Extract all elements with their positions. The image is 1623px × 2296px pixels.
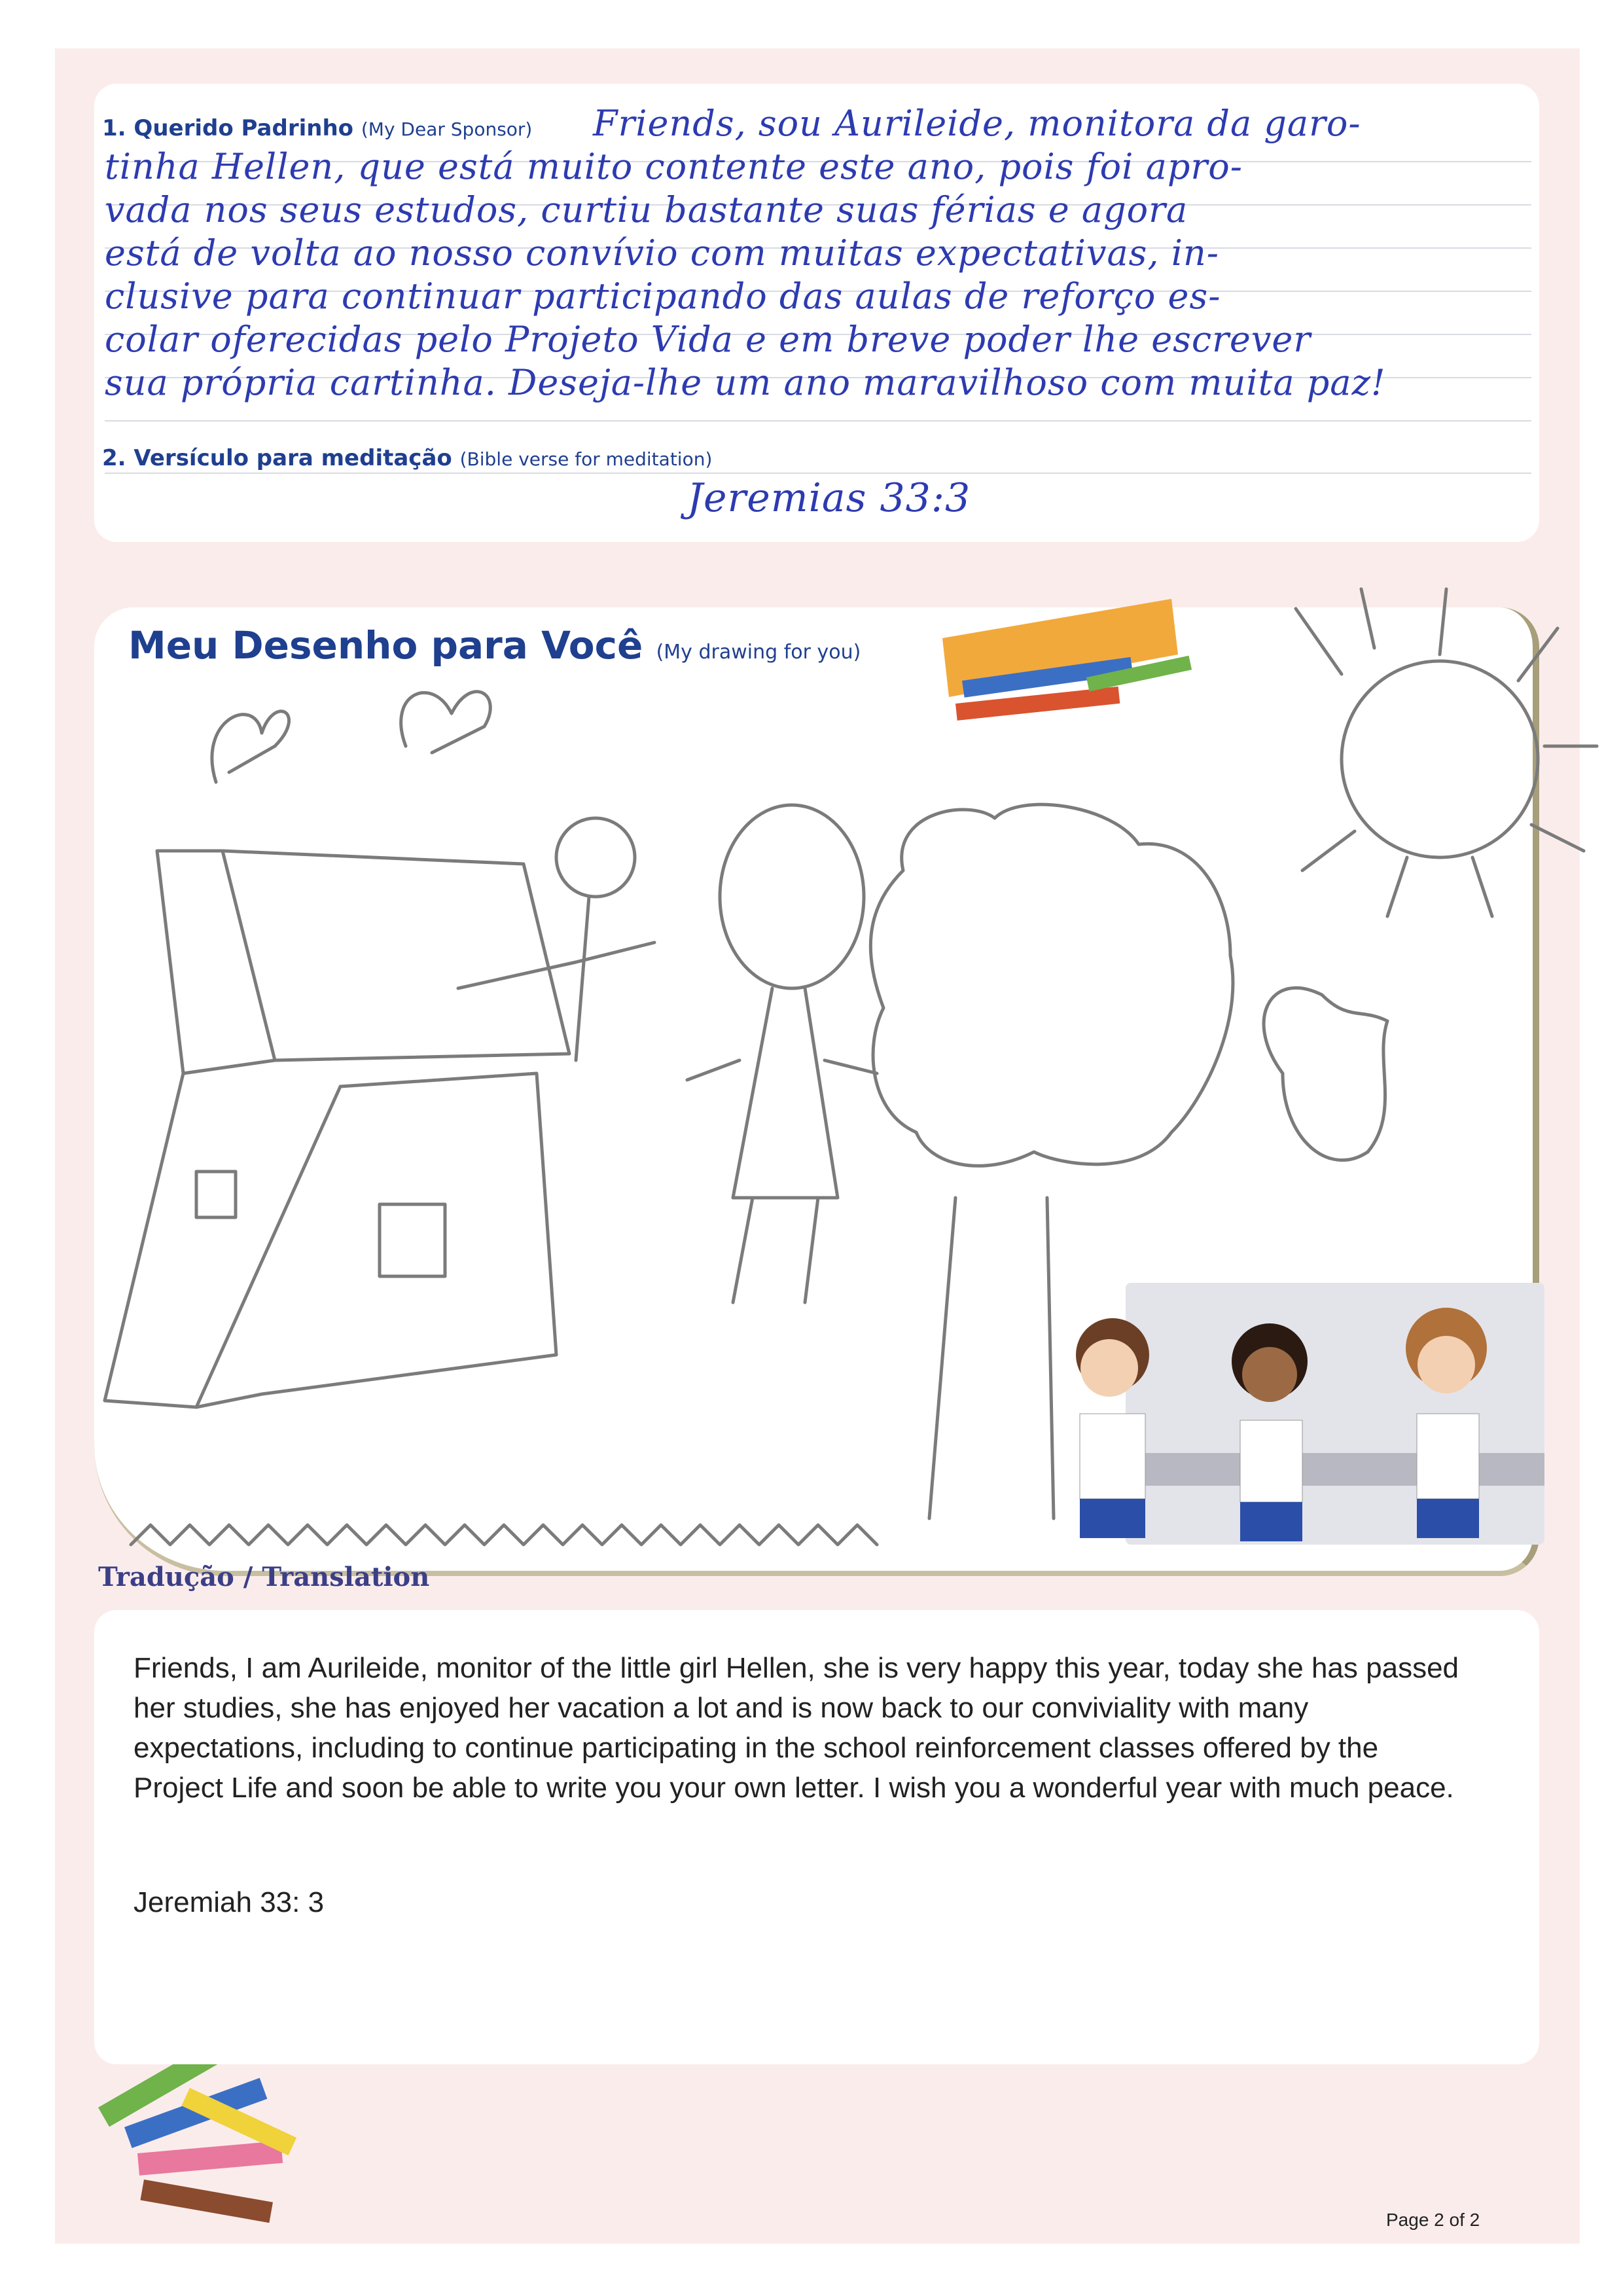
handwritten-line: tinha Hellen, que está muito contente este ano, pois foi apro- [105, 146, 1243, 187]
handwritten-line: está de volta ao nosso convívio com muitas expectativas, in- [105, 232, 1220, 274]
handwritten-line: vada nos seus estudos, curtiu bastante suas férias e agora [105, 189, 1188, 230]
handwritten-line: colar oferecidas pelo Projeto Vida e em breve poder lhe escrever [105, 319, 1311, 360]
grass-sketch [131, 1525, 877, 1545]
translation-label: Tradução / Translation [98, 1562, 430, 1592]
house-sketch [196, 1073, 556, 1407]
cloud-sketch [1264, 988, 1387, 1160]
sun-sketch [1342, 661, 1538, 857]
verse-label-text: 2. Versículo para meditação [102, 445, 452, 471]
verse-label-sub: (Bible verse for meditation) [459, 448, 713, 470]
heart-sketch [212, 711, 289, 782]
translation-text: Friends, I am Aurileide, monitor of the little girl Hellen, she is very happy this year, today she has passed her studies, she has enjoyed her vacation a lot and is now back to our conviviality with many expectations, including to continue participating in the school reinforcement classes offered by the Project Life and soon be able to write you your own letter. I wish you a wonderful year with much peace. [134, 1652, 1459, 1804]
figure-body-sketch [458, 897, 654, 1060]
crayon-box-illustration [942, 599, 1192, 721]
greeting-label-sub: (My Dear Sponsor) [361, 118, 533, 140]
greeting-label-text: 1. Querido Padrinho [102, 115, 354, 141]
figure-head-sketch [720, 805, 864, 988]
kids-brushing-teeth-illustration [1076, 1283, 1544, 1545]
house-sketch [223, 851, 569, 1060]
handwritten-line: sua própria cartinha. Deseja-lhe um ano maravilhoso com muita paz! [105, 362, 1386, 403]
handwritten-line: clusive para continuar participando das aulas de reforço es- [105, 276, 1221, 317]
crayons-illustration [98, 2042, 296, 2223]
figure-body-sketch [687, 988, 877, 1302]
page-number: Page 2 of 2 [1386, 2210, 1480, 2230]
handwritten-line: Friends, sou Aurileide, monitora da garo- [593, 103, 1361, 144]
translation-verse: Jeremiah 33: 3 [134, 1886, 325, 1918]
verse-handwritten: Jeremias 33:3 [687, 475, 971, 521]
tree-trunk-sketch [929, 1198, 1054, 1518]
window-sketch [380, 1204, 445, 1276]
heart-sketch [401, 692, 491, 753]
figure-head-sketch [556, 818, 635, 897]
window-sketch [196, 1172, 236, 1217]
drawing-title-text: Meu Desenho para Você [128, 623, 643, 668]
house-sketch [105, 1073, 340, 1407]
tree-sketch [870, 804, 1233, 1166]
house-sketch [157, 851, 275, 1073]
drawing-title-sub: (My drawing for you) [656, 641, 861, 664]
